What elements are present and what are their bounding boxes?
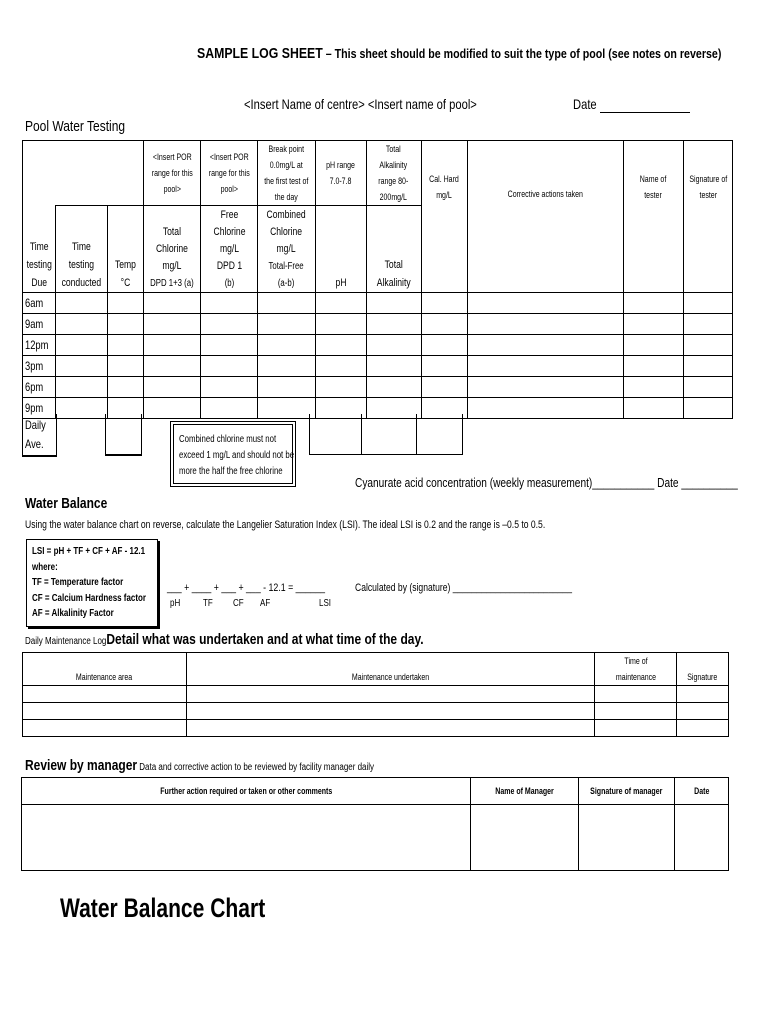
blank-corner [23, 141, 144, 206]
cell[interactable] [201, 335, 258, 356]
note-line-2: exceed 1 mg/L and should not be [179, 450, 295, 461]
header-further-action: Further action required or taken or other comments [22, 778, 471, 805]
cell[interactable] [467, 293, 623, 314]
date-label: Date [573, 96, 597, 112]
header-corrective: Corrective actions taken [467, 141, 623, 293]
cell[interactable] [623, 335, 683, 356]
row-label: 12pm [23, 335, 56, 356]
lsi-formula-box [26, 539, 158, 627]
cell[interactable] [108, 377, 144, 398]
cell[interactable] [315, 356, 366, 377]
cell[interactable] [108, 335, 144, 356]
table-row [22, 805, 729, 871]
header-alk-range: Total Alkalinity range 80- 200mg/L [366, 141, 421, 206]
pool-testing-table [22, 140, 733, 419]
pool-testing-heading: Pool Water Testing [25, 118, 126, 135]
combined-chlorine-note [170, 421, 296, 487]
cell[interactable] [187, 703, 595, 720]
date-field[interactable] [600, 98, 690, 113]
cell[interactable] [315, 293, 366, 314]
review-table [21, 777, 729, 871]
cell[interactable] [258, 377, 316, 398]
centre-pool-placeholder: <Insert Name of centre> <Insert name of pool> [244, 96, 477, 112]
header-total-alkalinity: Total Alkalinity [366, 206, 421, 293]
header-temp: Temp °C [108, 206, 144, 293]
daily-ave-label-1: Daily [25, 418, 46, 432]
cell[interactable] [683, 377, 733, 398]
daily-ave-temp-cell[interactable] [105, 414, 142, 456]
header-name-manager: Name of Manager [471, 778, 579, 805]
header-name-tester: Name of tester [623, 141, 683, 293]
eq-label-tf: TF [203, 598, 213, 609]
cell[interactable] [683, 293, 733, 314]
cell[interactable] [623, 314, 683, 335]
header-maintenance-signature: Signature [677, 653, 729, 686]
header-time-due: Time testing Due [23, 206, 56, 293]
cell[interactable] [623, 377, 683, 398]
header-time-conducted: Time testing conducted [56, 206, 108, 293]
cell[interactable] [56, 356, 108, 377]
cell[interactable] [23, 720, 187, 737]
cell[interactable] [623, 293, 683, 314]
cell[interactable] [421, 293, 467, 314]
daily-ave-label-cell [22, 414, 57, 457]
table-row [23, 377, 733, 398]
cell[interactable] [366, 314, 421, 335]
cell[interactable] [23, 703, 187, 720]
lsi-equation[interactable]: ___ + ____ + ___ + ___ - 12.1 = ______ [167, 582, 326, 594]
header-signature-manager: Signature of manager [579, 778, 675, 805]
cell[interactable] [579, 805, 675, 871]
sheet-title [197, 45, 721, 62]
cell[interactable] [366, 377, 421, 398]
cell[interactable] [471, 805, 579, 871]
cell[interactable] [56, 398, 108, 419]
header-sig-tester: Signature of tester [683, 141, 733, 293]
water-balance-chart-title: Water Balance Chart [60, 893, 266, 923]
note-line-1: Combined chlorine must not [179, 434, 277, 445]
header-ph: pH [315, 206, 366, 293]
cell[interactable] [144, 314, 201, 335]
cell[interactable] [683, 314, 733, 335]
cell[interactable] [315, 314, 366, 335]
cell[interactable] [108, 356, 144, 377]
header-maintenance-undertaken: Maintenance undertaken [187, 653, 595, 686]
cell[interactable] [595, 720, 677, 737]
cell[interactable] [467, 356, 623, 377]
cell[interactable] [258, 356, 316, 377]
header-maintenance-area: Maintenance area [23, 653, 187, 686]
eq-label-lsi: LSI [319, 598, 332, 609]
header-combined-chlorine: Combined Chlorine mg/L Total-Free (a-b) [258, 206, 316, 293]
cell[interactable] [23, 686, 187, 703]
cell[interactable] [677, 686, 729, 703]
formula-line-4: CF = Calcium Hardness factor [32, 592, 147, 604]
row-label: 6pm [23, 377, 56, 398]
eq-label-cf: CF [233, 598, 244, 609]
maintenance-big: Detail what was undertaken and at what time of the day. [106, 631, 424, 648]
maintenance-table [22, 652, 729, 737]
cell[interactable] [187, 720, 595, 737]
table-row [23, 293, 733, 314]
cell[interactable] [467, 335, 623, 356]
table-row [23, 720, 729, 737]
cell[interactable] [623, 356, 683, 377]
cell[interactable] [201, 356, 258, 377]
daily-ave-divider [361, 414, 362, 454]
cell[interactable] [144, 293, 201, 314]
cell[interactable] [467, 314, 623, 335]
cell[interactable] [675, 805, 729, 871]
table-row [23, 335, 733, 356]
cyanurate-line: Cyanurate acid concentration (weekly measurement)___________ Date __________ [355, 475, 738, 490]
cell[interactable] [467, 398, 623, 419]
table-row [23, 356, 733, 377]
cell[interactable] [144, 377, 201, 398]
formula-line-1: LSI = pH + TF + CF + AF - 12.1 [32, 546, 146, 557]
table-row [23, 703, 729, 720]
cell[interactable] [22, 805, 471, 871]
sheet-title-bold: SAMPLE LOG SHEET [197, 45, 323, 62]
cell[interactable] [467, 377, 623, 398]
cell[interactable] [623, 398, 683, 419]
cell[interactable] [258, 314, 316, 335]
cell[interactable] [187, 686, 595, 703]
cell[interactable] [258, 398, 316, 419]
header-free-chlorine: Free Chlorine mg/L DPD 1 (b) [201, 206, 258, 293]
header-breakpoint: Break point 0.0mg/L at the first test of the day [258, 141, 316, 206]
cell[interactable] [421, 377, 467, 398]
cell[interactable] [315, 335, 366, 356]
daily-ave-label-2: Ave. [25, 437, 44, 451]
maintenance-heading [25, 631, 424, 649]
header-total-chlorine: Total Chlorine mg/L DPD 1+3 (a) [144, 206, 201, 293]
cell[interactable] [56, 335, 108, 356]
cell[interactable] [677, 720, 729, 737]
cell[interactable] [366, 335, 421, 356]
water-balance-heading: Water Balance [25, 495, 108, 512]
header-por1: <Insert POR range for this pool> [144, 141, 201, 206]
cell[interactable] [144, 335, 201, 356]
header-ph-range: pH range 7.0-7.8 [315, 141, 366, 206]
cell[interactable] [421, 314, 467, 335]
formula-line-3: TF = Temperature factor [32, 577, 124, 588]
water-balance-intro: Using the water balance chart on reverse, calculate the Langelier Saturation Index (LSI). The ideal LSI is 0.2 and the range is –0.5 to 0.5. [25, 519, 546, 531]
cell[interactable] [258, 335, 316, 356]
cell[interactable] [201, 398, 258, 419]
cell[interactable] [56, 377, 108, 398]
calculated-by[interactable]: Calculated by (signature) _________________________ [355, 582, 573, 594]
cell[interactable] [421, 335, 467, 356]
header-por2: <Insert POR range for this pool> [201, 141, 258, 206]
header-cal-hard: Cal. Hard mg/L [421, 141, 467, 293]
cell[interactable] [366, 293, 421, 314]
cell[interactable] [201, 377, 258, 398]
header-date: Date [675, 778, 729, 805]
row-label: 6am [23, 293, 56, 314]
review-heading [25, 757, 374, 775]
cell[interactable] [144, 356, 201, 377]
eq-label-ph: pH [170, 598, 181, 609]
cell[interactable] [56, 314, 108, 335]
cell[interactable] [315, 377, 366, 398]
cell[interactable] [108, 293, 144, 314]
review-big: Review by manager [25, 757, 138, 774]
eq-label-af: AF [260, 598, 271, 609]
cell[interactable] [595, 686, 677, 703]
formula-line-2: where: [32, 561, 58, 573]
cell[interactable] [366, 356, 421, 377]
formula-line-5: AF = Alkalinity Factor [32, 608, 114, 619]
row-label: 9am [23, 314, 56, 335]
row-label: 3pm [23, 356, 56, 377]
header-time-maintenance: Time of maintenance [595, 653, 677, 686]
cell[interactable] [683, 398, 733, 419]
cell[interactable] [258, 293, 316, 314]
cell[interactable] [683, 335, 733, 356]
note-line-3: more the half the free chlorine [179, 466, 283, 477]
cell[interactable] [595, 703, 677, 720]
table-row [23, 686, 729, 703]
review-small: Data and corrective action to be reviewed by facility manager daily [139, 762, 375, 773]
daily-ave-divider2 [416, 414, 417, 454]
cell[interactable] [421, 356, 467, 377]
table-row [23, 314, 733, 335]
sheet-title-rest: – This sheet should be modified to suit the type of pool (see notes on reverse) [322, 46, 722, 61]
cell[interactable] [144, 398, 201, 419]
cell[interactable] [108, 314, 144, 335]
daily-ave-ph-alk-cells[interactable] [309, 414, 463, 455]
cell[interactable] [201, 314, 258, 335]
cell[interactable] [677, 703, 729, 720]
maintenance-small: Daily Maintenance Log [25, 636, 107, 647]
cell[interactable] [683, 356, 733, 377]
cell[interactable] [201, 293, 258, 314]
row-label: 9pm [23, 398, 56, 419]
cell[interactable] [56, 293, 108, 314]
